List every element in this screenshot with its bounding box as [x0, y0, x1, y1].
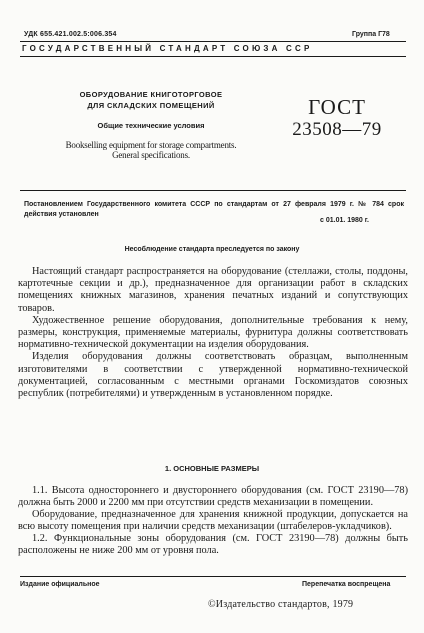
legal-notice: Несоблюдение стандарта преследуется по закону [124, 246, 300, 253]
group-code: Группа Г78 [352, 31, 390, 38]
english-title [26, 140, 276, 160]
title-line-1: ОБОРУДОВАНИЕ КНИГОТОРГОВОЕ [79, 90, 223, 99]
decree-text: Постановлением Государственного комитета СССР по стандартам от 27 февраля 1979 г. № 784 срок действия установлен [24, 201, 404, 218]
gost-number: 23508—79 [292, 119, 382, 140]
header-rule-top [20, 41, 406, 42]
gost-label: ГОСТ [308, 95, 366, 119]
gost-designation [278, 95, 396, 141]
intro-paragraph: Настоящий стандарт распространяется на оборудование (стеллажи, столы, поддоны, картотечные секции и др.), предназначенное для организации работ в складских помещениях книжных магазинов, хранения печатных изданий и сопутствующих товаров. [18, 266, 408, 314]
english-title-line-2: General specifications. [112, 150, 190, 160]
english-title-line-1: Bookselling equipment for storage compartments. [65, 140, 237, 150]
official-edition-label: Издание официальное [20, 581, 100, 588]
document-title [36, 89, 266, 111]
intro-paragraph: Изделия оборудования должны соответствовать образцам, выполненным изготовителями в соответствии с утвержденной нормативно-технической документацией, согласованным с местными органами Госкомиздатов союзных республик (потребителями) и утвержденным в установленном порядке. [18, 351, 408, 400]
intro-text [18, 266, 408, 400]
reprint-prohibited-label: Перепечатка воспрещена [302, 581, 391, 588]
section-heading: 1. ОСНОВНЫЕ РАЗМЕРЫ [164, 464, 260, 473]
section-paragraph: 1.2. Функциональные зоны оборудования (см. ГОСТ 23190—78) должны быть расположены не ниже 200 мм от уровня пола. [18, 533, 408, 556]
intro-paragraph: Художественное решение оборудования, дополнительные требования к нему, размеры, конструкция, применяемые материалы, фурнитура должны соответствовать нормативно-технической документации на изделия оборудования. [18, 314, 408, 351]
section-paragraph: Оборудование, предназначенное для хранения книжной продукции, допускается на всю высоту помещения при наличии средств механизации (штабелеров-укладчиков). [18, 509, 408, 532]
effective-date: с 01.01. 1980 г. [320, 217, 369, 224]
udc-code: УДК 655.421.002.5:006.354 [24, 31, 117, 38]
section-paragraph: 1.1. Высота одностороннего и двустороннего оборудования (см. ГОСТ 23190—78) должна быть 2000 и 2200 мм при отсутствии средств механизации в помещении. [18, 485, 408, 508]
title-line-2: ДЛЯ СКЛАДСКИХ ПОМЕЩЕНИЙ [87, 101, 215, 110]
standard-heading: ГОСУДАРСТВЕННЫЙ СТАНДАРТ СОЮЗА ССР [22, 44, 313, 53]
document-subtitle: Общие технические условия [97, 121, 205, 130]
section-text [18, 485, 408, 557]
header-rule-bottom [20, 56, 406, 57]
footer-rule [20, 576, 406, 577]
title-rule [20, 190, 406, 191]
publisher-copyright: ©Издательство стандартов, 1979 [208, 599, 354, 610]
